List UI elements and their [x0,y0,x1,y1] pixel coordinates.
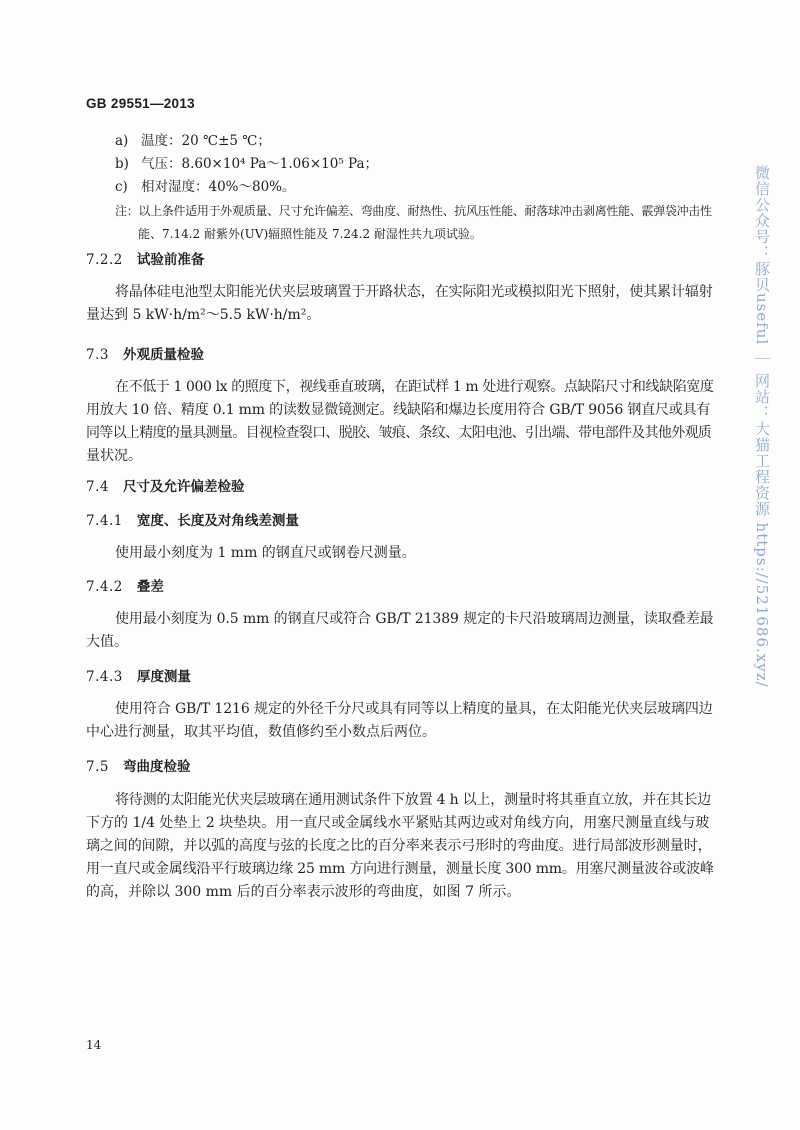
note-line: 能、7.14.2 耐紫外(UV)辐照性能及 7.24.2 耐湿性共九项试验。 [138,227,482,241]
watermark-text: 微信公众号：豚贝useful ｜ 网站：大猫工程资源 https://521686.xyz/ [753,165,771,688]
section-number: 7.5 [86,759,109,775]
paragraph-line: 用放大 10 倍、精度 0.1 mm 的读数显微镜测定。线缺陷和爆边长度用符合 GB/T 9056 钢直尺或具有 [86,402,711,418]
section-heading-7-4-2 [86,576,714,599]
section-heading-7-3 [86,344,714,367]
section-number: 7.2.2 [86,252,123,268]
section-title: 外观质量检验 [122,347,204,363]
section-title: 叠差 [136,579,164,595]
item-label: b) [115,156,129,172]
section-heading-7-4-3 [86,666,714,689]
item-text: 气压：8.60×10⁴ Pa～1.06×10⁵ Pa； [141,156,379,172]
condition-item [86,153,714,176]
paragraph-line: 璃之间的间隙，并以弧的高度与弦的长度之比的百分率来表示弓形时的弯曲度。进行局部波形测量时， [86,838,712,854]
condition-item [86,176,714,199]
section-title: 尺寸及允许偏差检验 [122,479,245,495]
paragraph-line: 将晶体硅电池型太阳能光伏夹层玻璃置于开路状态，在实际阳光或模拟阳光下照射，使其累计辐射 [115,284,713,300]
item-text: 温度：20 ℃±5 ℃； [141,133,271,149]
section-number: 7.4.3 [86,669,123,685]
note-line: 注：以上条件适用于外观质量、尺寸允许偏差、弯曲度、耐热性、抗风压性能、耐落球冲击剥离性能、霰弹袋冲击性 [115,204,712,218]
paragraph-line: 使用最小刻度为 0.5 mm 的钢直尺或符合 GB/T 21389 规定的卡尺沿玻璃周边测量，读取叠差最 [115,611,714,627]
paragraph-line: 大值。 [86,634,128,650]
section-number: 7.3 [86,347,109,363]
paragraph-line: 用一直尺或金属线沿平行玻璃边缘 25 mm 方向进行测量，测量长度 300 mm。用塞尺测量波谷或波峰 [86,861,714,877]
section-heading-7-4 [86,476,714,499]
paragraph-line: 量达到 5 kW·h/m²～5.5 kW·h/m²。 [86,307,321,323]
section-title: 宽度、长度及对角线差测量 [136,513,299,529]
section-title: 试验前准备 [136,252,205,268]
paragraph-line: 中心进行测量，取其平均值，数值修约至小数点后两位。 [86,724,436,740]
paragraph-line: 将待测的太阳能光伏夹层玻璃在通用测试条件下放置 4 h 以上，测量时将其垂直立放，并在其长边 [115,792,712,808]
paragraph-line: 的高，并除以 300 mm 后的百分率表示波形的弯曲度，如图 7 所示。 [86,884,521,900]
section-heading-7-4-1 [86,510,714,533]
document-header: GB 29551—2013 [86,96,195,111]
paragraph-line: 使用符合 GB/T 1216 规定的外径千分尺或具有同等以上精度的量具，在太阳能光伏夹层玻璃四边 [115,701,713,717]
section-heading-7-2-2 [86,249,714,272]
section-heading-7-5 [86,756,714,779]
section-number: 7.4 [86,479,109,495]
item-label: a) [115,133,129,149]
paragraph-line: 量状况。 [86,448,142,464]
paragraph-line: 在不低于 1 000 lx 的照度下，视线垂直玻璃，在距试样 1 m 处进行观察。点缺陷尺寸和线缺陷宽度 [115,379,714,395]
paragraph-line: 使用最小刻度为 1 mm 的钢直尺或钢卷尺测量。 [115,545,416,561]
item-text: 相对湿度：40%～80%。 [141,179,296,195]
section-number: 7.4.2 [86,579,123,595]
page-number: 14 [86,1038,102,1052]
section-title: 厚度测量 [136,669,191,685]
paragraph-line: 同等以上精度的量具测量。目视检查裂口、脱胶、皱痕、条纹、太阳电池、引出端、带电部件及其他外观质 [86,425,712,441]
section-title: 弯曲度检验 [122,759,191,775]
section-number: 7.4.1 [86,513,123,529]
document-body [86,0,714,904]
paragraph-line: 下方的 1/4 处垫上 2 块垫块。用一直尺或金属线水平紧贴其两边或对角线方向，用塞尺测量直线与玻 [86,815,710,831]
item-label: c) [115,179,128,195]
condition-item [86,130,714,153]
